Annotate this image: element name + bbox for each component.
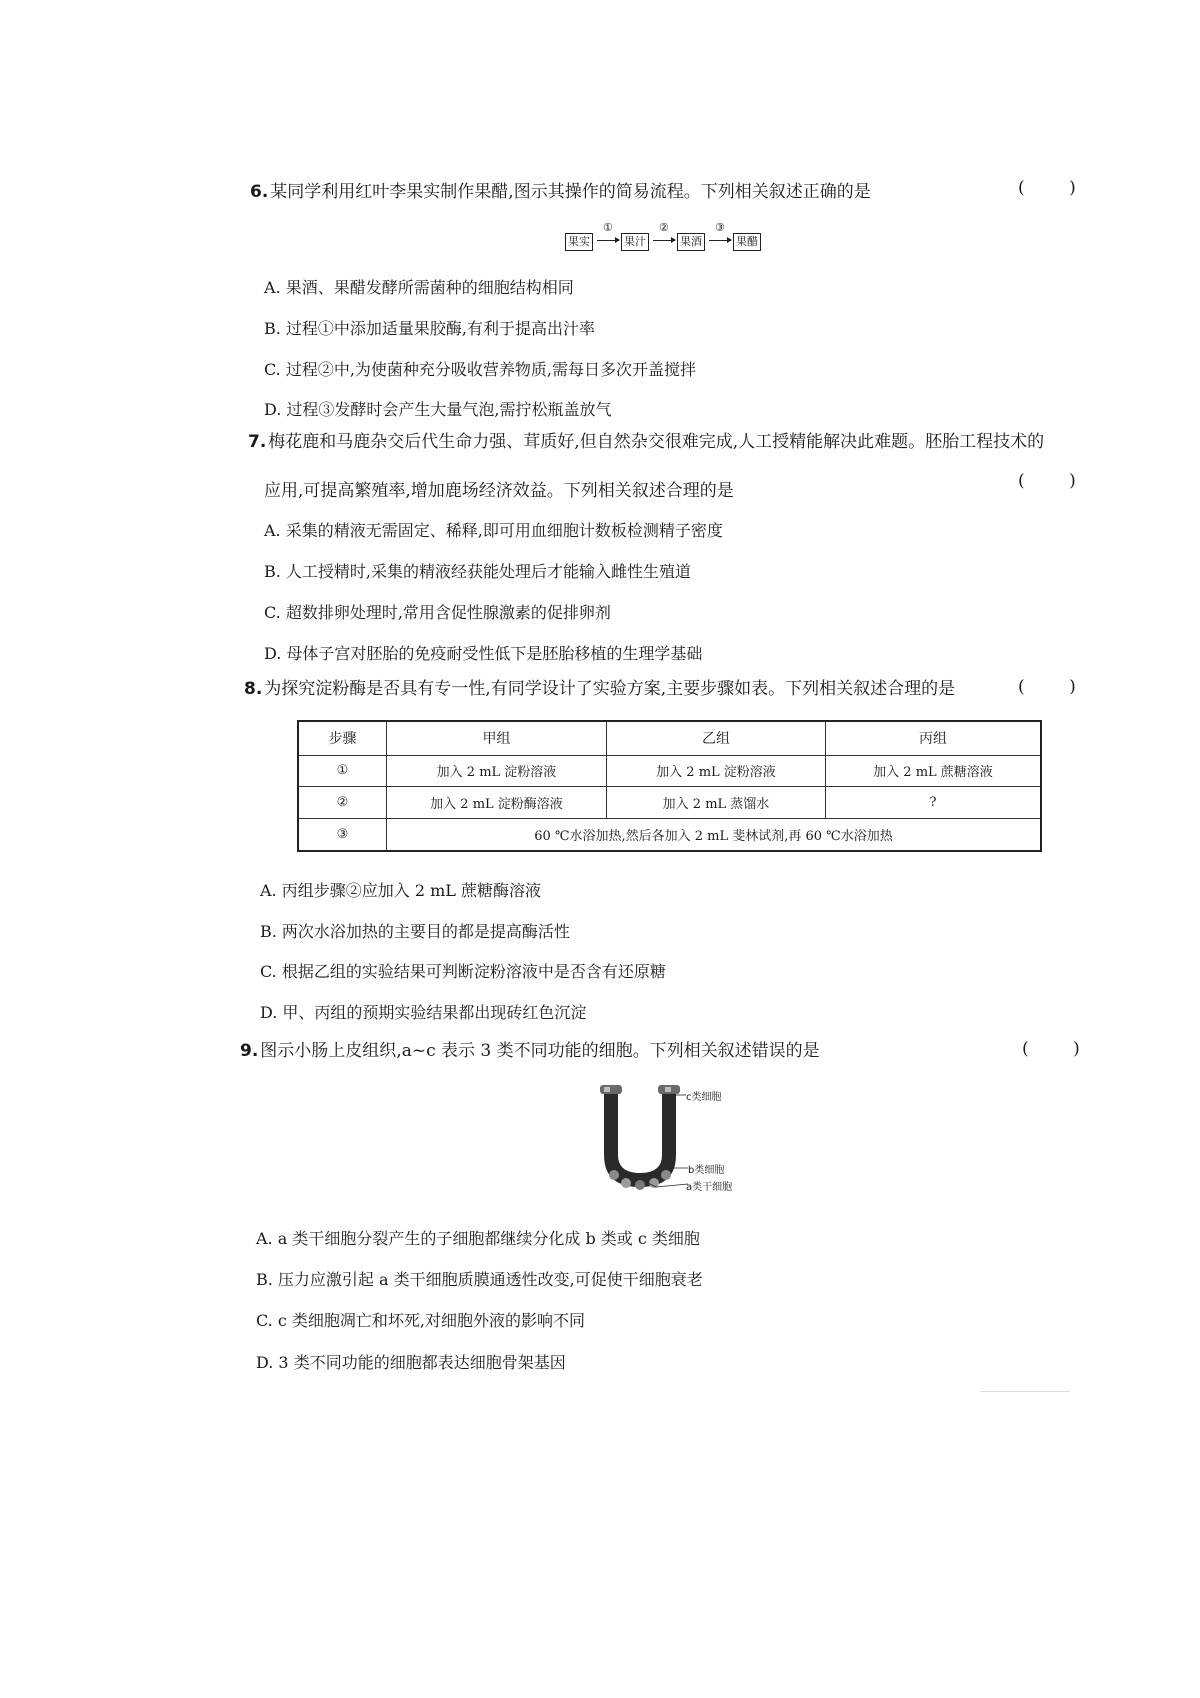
table-row bbox=[298, 818, 1041, 851]
q7-stem-text-1: 梅花鹿和马鹿杂交后代生命力强、茸质好,但自然杂交很难完成,人工授精能解决此难题。胚胎工程技术的 bbox=[268, 432, 1045, 452]
table-header-group-yi: 乙组 bbox=[607, 721, 826, 755]
label-c-cell: c类细胞 bbox=[686, 1092, 722, 1103]
q9-stem-text: 图示小肠上皮组织,a~c 表示 3 类不同功能的细胞。下列相关叙述错误的是 bbox=[260, 1041, 820, 1061]
q8-stem-text: 为探究淀粉酶是否具有专一性,有同学设计了实验方案,主要步骤如表。下列相关叙述合理的是 bbox=[264, 679, 956, 699]
table-cell: 加入 2 mL 淀粉溶液 bbox=[607, 755, 826, 787]
table-cell: 加入 2 mL 淀粉溶液 bbox=[387, 755, 607, 787]
flow-step-1: ① bbox=[603, 221, 613, 234]
q7-option-a: A. 采集的精液无需固定、稀释,即可用血细胞计数板检测精子密度 bbox=[264, 521, 723, 540]
label-b-cell: b类细胞 bbox=[688, 1165, 725, 1176]
scan-artifact bbox=[980, 1391, 1070, 1392]
table-header-row bbox=[298, 721, 1041, 755]
table-cell: ① bbox=[298, 755, 387, 787]
flow-step-2: ② bbox=[659, 221, 669, 234]
table-header-group-bing: 丙组 bbox=[826, 721, 1042, 755]
q7-number: 7. bbox=[248, 432, 267, 452]
q6-option-c: C. 过程②中,为使菌种充分吸收营养物质,需每日多次开盖搅拌 bbox=[264, 360, 697, 379]
q6-option-a: A. 果酒、果醋发酵所需菌种的细胞结构相同 bbox=[264, 278, 574, 297]
flow-arrow-2 bbox=[653, 240, 675, 241]
q9-stem bbox=[240, 1043, 820, 1060]
table-cell: 加入 2 mL 蒸馏水 bbox=[607, 787, 826, 819]
q9-option-a: A. a 类干细胞分裂产生的子细胞都继续分化成 b 类或 c 类细胞 bbox=[256, 1229, 700, 1248]
q8-steps-table bbox=[297, 720, 1042, 852]
q6-option-b: B. 过程①中添加适量果胶酶,有利于提高出汁率 bbox=[264, 319, 596, 338]
table-cell: 加入 2 mL 蔗糖溶液 bbox=[826, 755, 1042, 787]
label-a-stem-cell: a类干细胞 bbox=[686, 1182, 733, 1193]
q6-option-d: D. 过程③发酵时会产生大量气泡,需拧松瓶盖放气 bbox=[264, 400, 612, 419]
q9-option-c: C. c 类细胞凋亡和坏死,对细胞外液的影响不同 bbox=[256, 1311, 585, 1330]
flow-box-juice: 果汁 bbox=[621, 233, 649, 251]
q9-intestinal-villus-figure bbox=[590, 1083, 750, 1193]
q8-option-b: B. 两次水浴加热的主要目的都是提高酶活性 bbox=[260, 922, 570, 941]
table-cell: 加入 2 mL 淀粉酶溶液 bbox=[387, 787, 607, 819]
q7-option-b: B. 人工授精时,采集的精液经获能处理后才能输入雌性生殖道 bbox=[264, 562, 692, 581]
q7-answer-bracket: ( ) bbox=[1018, 471, 1094, 491]
q7-stem-line1 bbox=[248, 434, 1044, 451]
q8-answer-bracket: ( ) bbox=[1018, 677, 1094, 697]
q8-option-a: A. 丙组步骤②应加入 2 mL 蔗糖酶溶液 bbox=[260, 881, 541, 900]
flow-arrow-3 bbox=[709, 240, 731, 241]
q9-option-b: B. 压力应激引起 a 类干细胞质膜通透性改变,可促使干细胞衰老 bbox=[256, 1270, 703, 1289]
table-row bbox=[298, 787, 1041, 819]
q9-option-d: D. 3 类不同功能的细胞都表达细胞骨架基因 bbox=[256, 1353, 566, 1372]
q8-stem bbox=[244, 681, 955, 698]
q9-answer-bracket: ( ) bbox=[1022, 1039, 1098, 1059]
flow-box-fruit: 果实 bbox=[565, 233, 593, 251]
q6-answer-bracket: ( ) bbox=[1018, 178, 1094, 198]
table-header-group-jia: 甲组 bbox=[387, 721, 607, 755]
villus-illustration bbox=[590, 1083, 750, 1193]
q9-number: 9. bbox=[240, 1041, 259, 1061]
q7-option-d: D. 母体子宫对胚胎的免疫耐受性低下是胚胎移植的生理学基础 bbox=[264, 644, 703, 663]
table-header-step: 步骤 bbox=[298, 721, 387, 755]
table-row bbox=[298, 755, 1041, 787]
flow-box-wine: 果酒 bbox=[677, 233, 705, 251]
flow-box-vinegar: 果醋 bbox=[733, 233, 761, 251]
flow-step-3: ③ bbox=[715, 221, 725, 234]
q6-stem bbox=[250, 184, 871, 201]
q6-stem-text: 某同学利用红叶李果实制作果醋,图示其操作的简易流程。下列相关叙述正确的是 bbox=[270, 182, 871, 202]
q6-flow-diagram bbox=[565, 223, 765, 253]
q6-number: 6. bbox=[250, 182, 269, 202]
table-cell-merged: 60 ℃水浴加热,然后各加入 2 mL 斐林试剂,再 60 ℃水浴加热 bbox=[387, 818, 1042, 851]
q7-stem-line2: 应用,可提高繁殖率,增加鹿场经济效益。下列相关叙述合理的是 bbox=[264, 481, 734, 501]
q8-option-d: D. 甲、丙组的预期实验结果都出现砖红色沉淀 bbox=[260, 1003, 587, 1022]
q8-number: 8. bbox=[244, 679, 263, 699]
table-cell: ? bbox=[826, 787, 1042, 819]
table-cell: ② bbox=[298, 787, 387, 819]
q7-option-c: C. 超数排卵处理时,常用含促性腺激素的促排卵剂 bbox=[264, 603, 611, 622]
flow-arrow-1 bbox=[597, 240, 619, 241]
q8-option-c: C. 根据乙组的实验结果可判断淀粉溶液中是否含有还原糖 bbox=[260, 962, 666, 981]
table-cell: ③ bbox=[298, 818, 387, 851]
